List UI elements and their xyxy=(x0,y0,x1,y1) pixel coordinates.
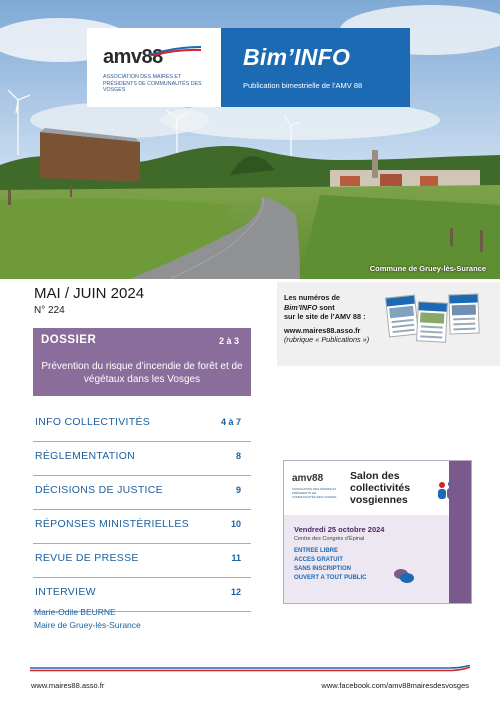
salon-place: Centre des Congrès d’Épinal xyxy=(294,536,365,542)
salon-title-line: vosgiennes xyxy=(350,494,408,506)
salon-feature: OUVERT A TOUT PUBLIC xyxy=(294,575,367,581)
toc-pages: 11 xyxy=(231,553,241,563)
salon-header xyxy=(284,461,471,515)
salon-date: Vendredi 25 octobre 2024 xyxy=(294,525,385,534)
salon-title xyxy=(350,470,410,506)
toc-row[interactable] xyxy=(33,442,251,476)
flag-swoosh-divider xyxy=(30,665,470,673)
footer-facebook-link[interactable]: www.facebook.com/amv88mairesdesvosges xyxy=(321,681,469,690)
issue-number: N° 224 xyxy=(34,305,65,316)
archive-line3: sur le site de l’AMV 88 : xyxy=(284,312,366,321)
toc-pages: 12 xyxy=(230,587,241,597)
masthead-title: Bim’INFO xyxy=(243,44,351,70)
toc-pages: 8 xyxy=(235,451,241,461)
toc-label: DÉCISIONS DE JUSTICE xyxy=(35,484,163,496)
dossier-label: DOSSIER xyxy=(41,334,97,346)
interview-subject xyxy=(34,606,141,632)
archive-url[interactable]: www.maires88.asso.fr xyxy=(284,325,361,335)
table-of-contents xyxy=(33,408,251,612)
masthead xyxy=(221,28,410,107)
issue-date: MAI / JUIN 2024 xyxy=(34,285,145,302)
interview-role: Maire de Gruey-lès-Surance xyxy=(34,620,141,630)
salon-feature: ENTREE LIBRE xyxy=(294,548,339,554)
salon-title-line: Salon des xyxy=(350,470,400,482)
toc-row[interactable] xyxy=(33,544,251,578)
dossier-title: Prévention du risque d’incendie de forêt et de végétaux dans les Vosges xyxy=(41,361,243,385)
archive-note: (rubrique « Publications ») xyxy=(284,335,370,344)
magazine-thumbnail xyxy=(385,295,419,338)
toc-label: RÉPONSES MINISTÉRIELLES xyxy=(35,518,189,530)
archive-info-box xyxy=(277,282,500,366)
salon-logo: amv88 xyxy=(292,473,324,484)
toc-label: INTERVIEW xyxy=(35,586,96,598)
toc-row[interactable] xyxy=(33,510,251,544)
archive-line2-title: Bim’INFO xyxy=(284,302,318,312)
footer-website-link[interactable]: www.maires88.asso.fr xyxy=(31,681,105,690)
photo-caption: Commune de Gruey-lès-Surance xyxy=(369,264,486,273)
dossier-box[interactable] xyxy=(33,328,251,396)
amv88-logo xyxy=(87,28,221,107)
toc-pages: 4 à 7 xyxy=(220,417,241,427)
chat-bubbles-icon xyxy=(393,567,415,585)
salon-title-line: collectivités xyxy=(350,482,411,494)
archive-line1: Les numéros de xyxy=(284,293,340,302)
magazine-thumbnail xyxy=(448,293,479,334)
toc-label: REVUE DE PRESSE xyxy=(35,552,139,564)
toc-pages: 10 xyxy=(230,519,241,529)
dossier-pages: 2 à 3 xyxy=(218,336,239,346)
flag-swoosh-icon xyxy=(149,46,201,56)
salon-advert[interactable] xyxy=(283,460,472,604)
interview-name: Marie-Odile BEURNE xyxy=(34,607,116,617)
salon-feature: SANS INSCRIPTION xyxy=(294,566,352,572)
toc-label: INFO COLLECTIVITÉS xyxy=(35,416,151,428)
archive-line2-rest: sont xyxy=(317,302,335,312)
toc-pages: 9 xyxy=(235,485,241,495)
salon-details xyxy=(284,515,471,604)
logo-wordmark: amv88 xyxy=(103,46,163,68)
toc-row[interactable] xyxy=(33,476,251,510)
toc-label: RÉGLEMENTATION xyxy=(35,450,136,462)
salon-features xyxy=(294,547,366,583)
toc-row[interactable] xyxy=(33,408,251,442)
salon-logo-subtitle: ASSOCIATION DES MAIRES ET PRÉSIDENTS DE COMMUNAUTÉS DES VOSGES xyxy=(292,487,337,499)
salon-side-band xyxy=(449,461,471,604)
masthead-subtitle: Publication bimestrielle de l’AMV 88 xyxy=(243,81,363,90)
archive-text xyxy=(284,293,369,345)
salon-feature: ACCES GRATUIT xyxy=(294,557,343,563)
magazine-thumbnail xyxy=(416,301,448,343)
logo-subtitle: ASSOCIATION DES MAIRES ET PRÉSIDENTS DE COMMUNAUTÉS DES VOSGES xyxy=(103,74,202,93)
